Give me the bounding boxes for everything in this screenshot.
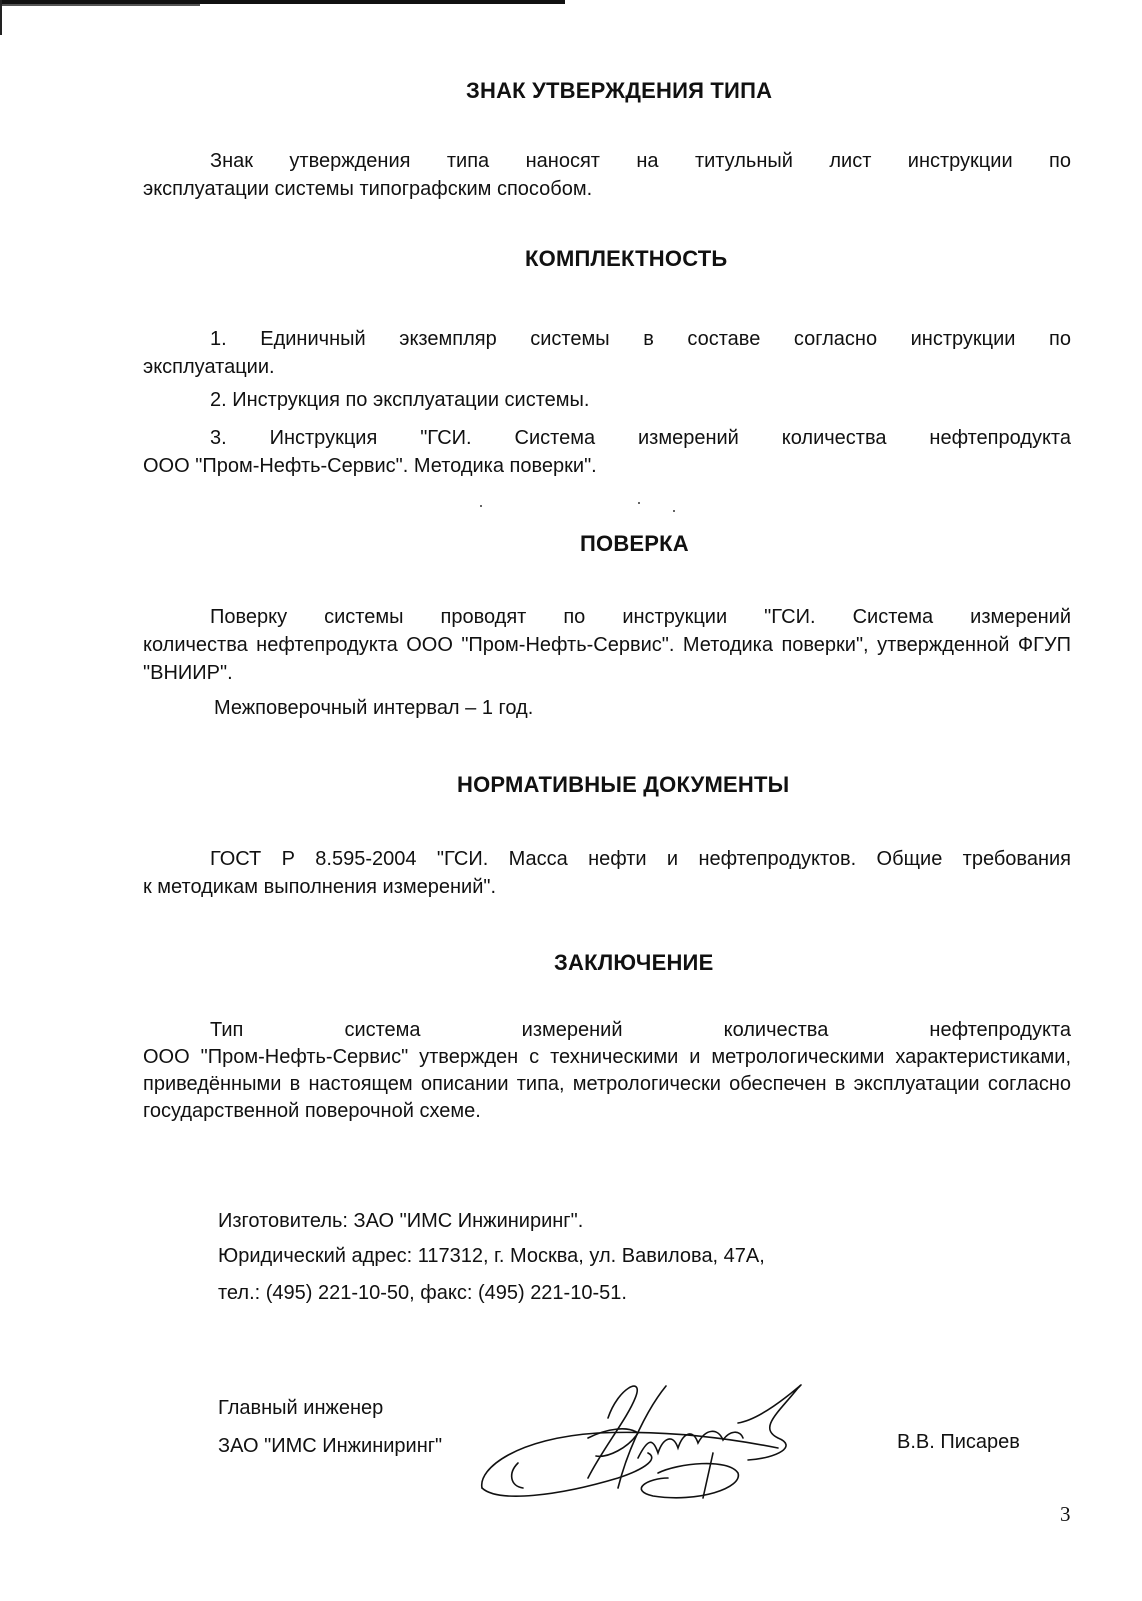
paragraph-first-line: Знак утверждения типа наносят на титульный лист инструкции по xyxy=(210,150,1071,172)
paragraph-rest: ООО "Пром-Нефть-Сервис" утвержден с техническими и метрологическими характеристиками, приведёнными в настоящем описании типа, метрологически обеспечен в эксплуатации согласно государственной поверочной схеме. xyxy=(143,1046,1071,1122)
section-title-type-approval-mark: ЗНАК УТВЕРЖДЕНИЯ ТИПА xyxy=(466,78,773,103)
signatory-company: ЗАО "ИМС Инжиниринг" xyxy=(218,1435,443,1457)
list-item-first-line: 1. Единичный экземпляр системы в составе согласно инструкции по xyxy=(210,328,1071,350)
verification-interval: Межповерочный интервал – 1 год. xyxy=(214,697,534,719)
signatory-name: В.В. Писарев xyxy=(897,1431,1020,1453)
paragraph-verification xyxy=(143,603,1071,687)
scan-edge xyxy=(0,4,200,6)
manufacturer-phone: тел.: (495) 221-10-50, факс: (495) 221-10-51. xyxy=(218,1282,627,1304)
signatory-position: Главный инженер xyxy=(218,1397,384,1419)
handwritten-signature-icon xyxy=(478,1378,828,1508)
section-title-conclusion: ЗАКЛЮЧЕНИЕ xyxy=(554,950,714,975)
paragraph-rest: к методикам выполнения измерений". xyxy=(143,876,497,898)
manufacturer-address: Юридический адрес: 117312, г. Москва, ул. Вавилова, 47А, xyxy=(218,1245,765,1267)
list-item-rest: ООО "Пром-Нефть-Сервис". Методика поверки". xyxy=(143,455,597,477)
section-title-completeness: КОМПЛЕКТНОСТЬ xyxy=(525,246,728,271)
paragraph-first-line: Тип система измерений количества нефтепродукта xyxy=(210,1019,1071,1041)
paragraph-conclusion xyxy=(143,1017,1071,1125)
section-title-normative-documents: НОРМАТИВНЫЕ ДОКУМЕНТЫ xyxy=(457,772,790,797)
paragraph-first-line: ГОСТ Р 8.595-2004 "ГСИ. Масса нефти и нефтепродуктов. Общие требования xyxy=(210,848,1071,870)
paragraph-normative-documents xyxy=(143,845,1071,901)
paragraph-first-line: Поверку системы проводят по инструкции "ГСИ. Система измерений xyxy=(210,606,1071,628)
list-item-completeness-1 xyxy=(143,325,1071,381)
paragraph-rest: эксплуатации системы типографским способом. xyxy=(143,178,593,200)
scan-speck xyxy=(480,505,482,507)
page-number: 3 xyxy=(1060,1502,1071,1526)
list-item-completeness-2: 2. Инструкция по эксплуатации системы. xyxy=(210,389,590,411)
list-item-first-line: 3. Инструкция "ГСИ. Система измерений количества нефтепродукта xyxy=(210,427,1071,449)
manufacturer-name: Изготовитель: ЗАО "ИМС Инжиниринг". xyxy=(218,1210,584,1232)
paragraph-rest: количества нефтепродукта ООО "Пром-Нефть-Сервис". Методика поверки", утвержденной ФГУП "ВНИИР". xyxy=(143,634,1071,684)
list-item-rest: эксплуатации. xyxy=(143,356,275,378)
list-item-completeness-3 xyxy=(143,424,1071,480)
scan-speck xyxy=(638,502,640,504)
scan-edge xyxy=(0,0,2,35)
scan-speck xyxy=(673,510,675,512)
paragraph-type-approval-mark xyxy=(143,147,1071,203)
section-title-verification: ПОВЕРКА xyxy=(580,531,689,556)
